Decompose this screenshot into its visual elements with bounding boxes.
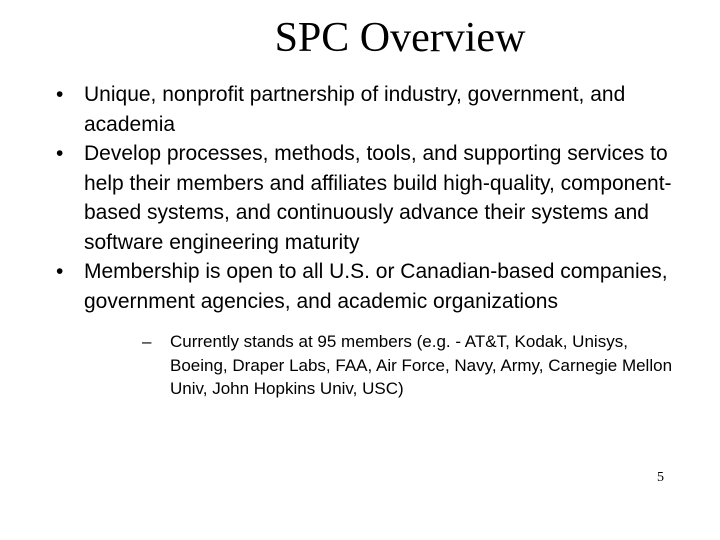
bullet-text: Membership is open to all U.S. or Canadian-based companies, government agencies, and academic organizations (84, 260, 668, 313)
sub-bullet-item (142, 330, 676, 401)
bullet-item (56, 139, 676, 257)
sub-bullet-text: Currently stands at 95 members (e.g. - AT&T, Kodak, Unisys, Boeing, Draper Labs, FAA, Air Force, Navy, Army, Carnegie Mellon Univ, John Hopkins Univ, USC) (170, 332, 673, 398)
bullet-icon: • (56, 260, 64, 283)
bullet-item (56, 257, 676, 401)
bullet-item (56, 80, 676, 139)
page-number: 5 (657, 470, 664, 485)
bullet-icon: • (56, 142, 64, 165)
sub-bullet-list (84, 330, 676, 401)
bullet-icon: • (56, 83, 64, 106)
slide-title: SPC Overview (274, 15, 526, 61)
bullet-list (56, 80, 676, 401)
bullet-text: Unique, nonprofit partnership of industry, government, and academia (84, 83, 626, 136)
dash-icon: – (142, 332, 152, 351)
bullet-text: Develop processes, methods, tools, and supporting services to help their members and affiliates build high-quality, component-based systems, and continuously advance their systems and software engineering maturity (84, 142, 672, 254)
